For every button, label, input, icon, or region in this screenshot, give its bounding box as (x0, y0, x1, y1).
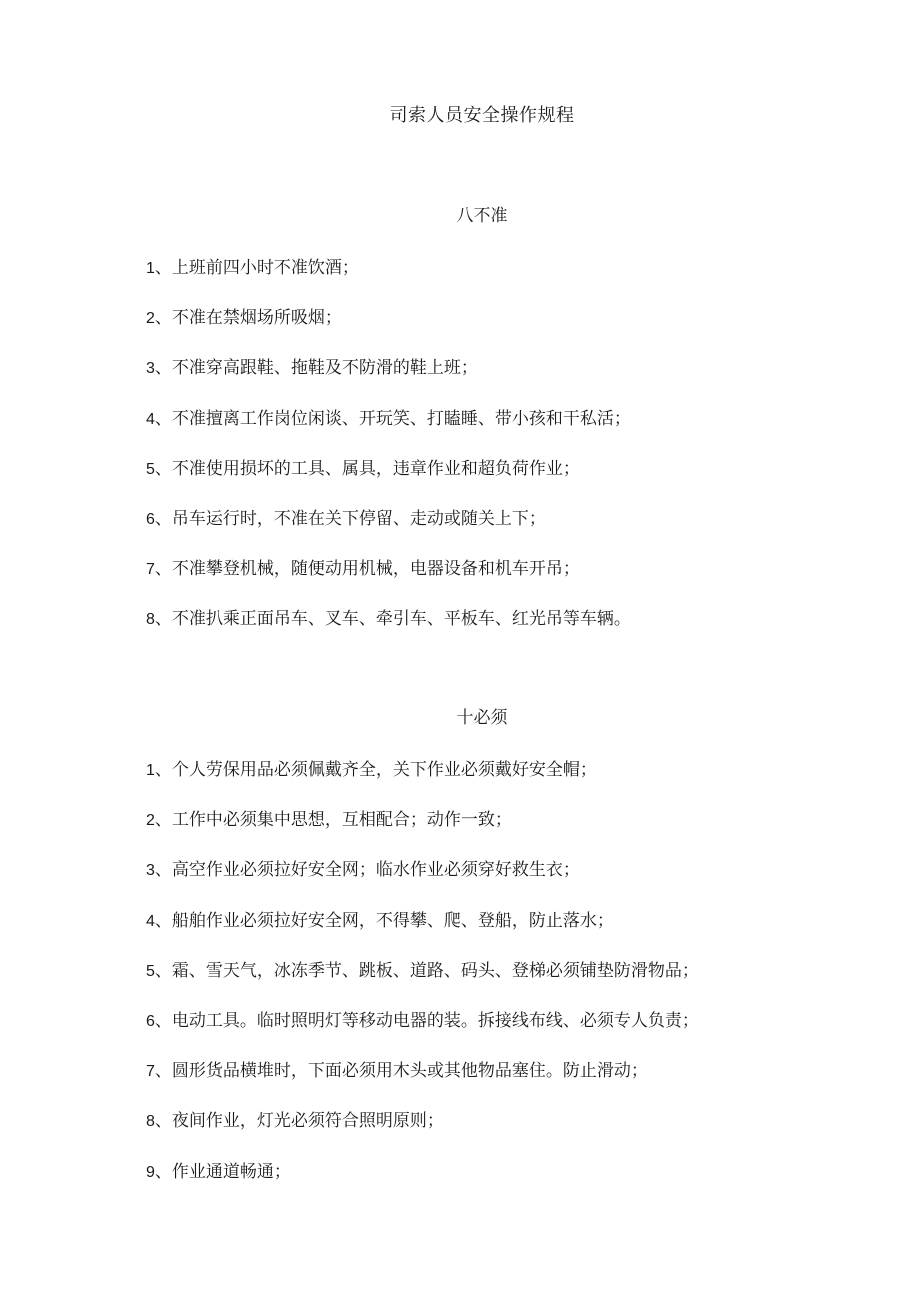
item-number: 9 (146, 1163, 155, 1181)
item-number: 1 (146, 762, 155, 779)
item-separator: 、 (154, 760, 172, 780)
list-item (146, 1160, 699, 1210)
ten-musts-list (146, 758, 699, 1210)
item-separator: 、 (154, 1010, 172, 1031)
list-item (146, 909, 699, 959)
item-number: 5 (146, 962, 155, 980)
list-item (146, 256, 631, 306)
item-number: 3 (146, 862, 155, 880)
item-number: 4 (146, 410, 155, 428)
item-number: 7 (146, 561, 155, 579)
item-text: 夜间作业，灯光必须符合照明原则； (171, 1111, 444, 1132)
item-text: 不准攀登机械，随便动用机械，电器设备和机车开吊； (171, 559, 580, 580)
item-number: 5 (146, 460, 155, 478)
eight-prohibitions-list (146, 256, 631, 658)
item-text: 个人劳保用品必须佩戴齐全，关下作业必须戴好安全帽； (171, 760, 597, 780)
item-text: 不准使用损坏的工具、属具，违章作业和超负荷作业； (171, 458, 580, 479)
item-text: 不准扒乘正面吊车、叉车、牵引车、平板车、红光吊等车辆。 (171, 609, 631, 630)
item-number: 4 (146, 912, 155, 930)
item-separator: 、 (154, 458, 172, 479)
list-item (146, 306, 631, 356)
section-heading-eight-prohibitions: 八不准 (456, 206, 508, 226)
page-title: 司索人员安全操作规程 (389, 105, 575, 126)
item-text: 吊车运行时，不准在关下停留、走动或随关上下； (171, 508, 546, 529)
list-item (146, 507, 631, 557)
item-text: 不准穿高跟鞋、拖鞋及不防滑的鞋上班； (171, 358, 478, 379)
item-text: 船舶作业必须拉好安全网，不得攀、爬、登船，防止落水； (171, 910, 614, 931)
item-number: 2 (146, 310, 155, 328)
item-separator: 、 (154, 1111, 172, 1132)
item-number: 6 (146, 1012, 155, 1030)
item-text: 高空作业必须拉好安全网；临水作业必须穿好救生衣； (171, 860, 580, 881)
item-text: 上班前四小时不准饮酒； (171, 258, 359, 278)
list-item (146, 607, 631, 657)
item-number: 8 (146, 611, 155, 629)
list-item (146, 356, 631, 406)
item-separator: 、 (154, 508, 172, 529)
list-item (146, 1109, 699, 1159)
item-separator: 、 (154, 910, 172, 931)
item-number: 6 (146, 510, 155, 528)
item-separator: 、 (154, 258, 172, 278)
item-number: 8 (146, 1113, 155, 1131)
list-item (146, 407, 631, 457)
item-number: 3 (146, 360, 155, 378)
list-item (146, 959, 699, 1009)
list-item (146, 858, 699, 908)
item-number: 7 (146, 1063, 155, 1081)
item-text: 不准擅离工作岗位闲谈、开玩笑、打瞌睡、带小孩和干私活； (171, 408, 631, 429)
list-item (146, 1059, 699, 1109)
item-text: 霜、雪天气，冰冻季节、跳板、道路、码头、登梯必须铺垫防滑物品； (171, 960, 699, 981)
item-separator: 、 (154, 860, 172, 881)
item-text: 圆形货品横堆时，下面必须用木头或其他物品塞住。防止滑动； (171, 1061, 648, 1082)
item-number: 1 (146, 260, 155, 277)
item-text: 工作中必须集中思想，互相配合；动作一致； (171, 810, 512, 831)
item-text: 不准在禁烟场所吸烟； (171, 308, 342, 329)
item-separator: 、 (154, 1061, 172, 1082)
list-item (146, 808, 699, 858)
item-separator: 、 (154, 1161, 172, 1182)
item-number: 2 (146, 812, 155, 830)
list-item (146, 557, 631, 607)
item-separator: 、 (154, 559, 172, 580)
item-separator: 、 (154, 358, 172, 379)
item-separator: 、 (154, 408, 172, 429)
item-separator: 、 (154, 810, 172, 831)
item-separator: 、 (154, 308, 172, 329)
section-heading-ten-musts: 十必须 (456, 708, 508, 728)
item-separator: 、 (154, 960, 172, 981)
list-item (146, 1009, 699, 1059)
item-text: 作业通道畅通； (171, 1161, 291, 1182)
list-item (146, 457, 631, 507)
item-separator: 、 (154, 609, 172, 630)
list-item (146, 758, 699, 808)
item-text: 电动工具。临时照明灯等移动电器的装。拆接线布线、必须专人负责； (171, 1010, 699, 1031)
